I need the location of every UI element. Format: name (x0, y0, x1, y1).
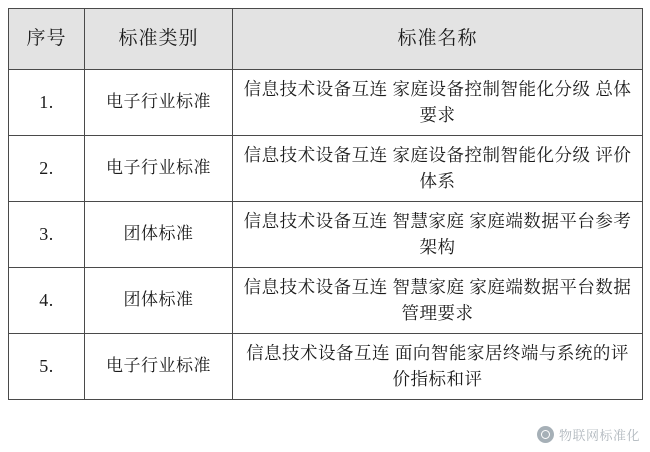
table-row (9, 136, 643, 202)
watermark (537, 425, 640, 444)
table-row (9, 268, 643, 334)
column-header-number: 序号 (9, 9, 85, 70)
cell-category: 团体标准 (85, 202, 233, 268)
cell-number: 5. (9, 334, 85, 400)
table-row (9, 70, 643, 136)
cell-category: 电子行业标准 (85, 334, 233, 400)
cell-category: 电子行业标准 (85, 136, 233, 202)
column-header-category: 标准类别 (85, 9, 233, 70)
table-body (9, 70, 643, 400)
cell-number: 2. (9, 136, 85, 202)
table-row (9, 334, 643, 400)
cell-standard-name: 信息技术设备互连 家庭设备控制智能化分级 评价体系 (233, 136, 643, 202)
cell-category: 电子行业标准 (85, 70, 233, 136)
cell-number: 1. (9, 70, 85, 136)
standards-table (8, 8, 643, 400)
table-header (9, 9, 643, 70)
table-row (9, 202, 643, 268)
watermark-label: 物联网标准化 (558, 428, 640, 443)
cell-number: 3. (9, 202, 85, 268)
cell-standard-name: 信息技术设备互连 智慧家庭 家庭端数据平台参考架构 (233, 202, 643, 268)
table-header-row (9, 9, 643, 70)
cell-standard-name: 信息技术设备互连 智慧家庭 家庭端数据平台数据管理要求 (233, 268, 643, 334)
cell-standard-name: 信息技术设备互连 面向智能家居终端与系统的评价指标和评 (233, 334, 643, 400)
cell-number: 4. (9, 268, 85, 334)
cell-standard-name: 信息技术设备互连 家庭设备控制智能化分级 总体要求 (233, 70, 643, 136)
circle-logo-icon (537, 426, 554, 443)
column-header-name: 标准名称 (233, 9, 643, 70)
cell-category: 团体标准 (85, 268, 233, 334)
